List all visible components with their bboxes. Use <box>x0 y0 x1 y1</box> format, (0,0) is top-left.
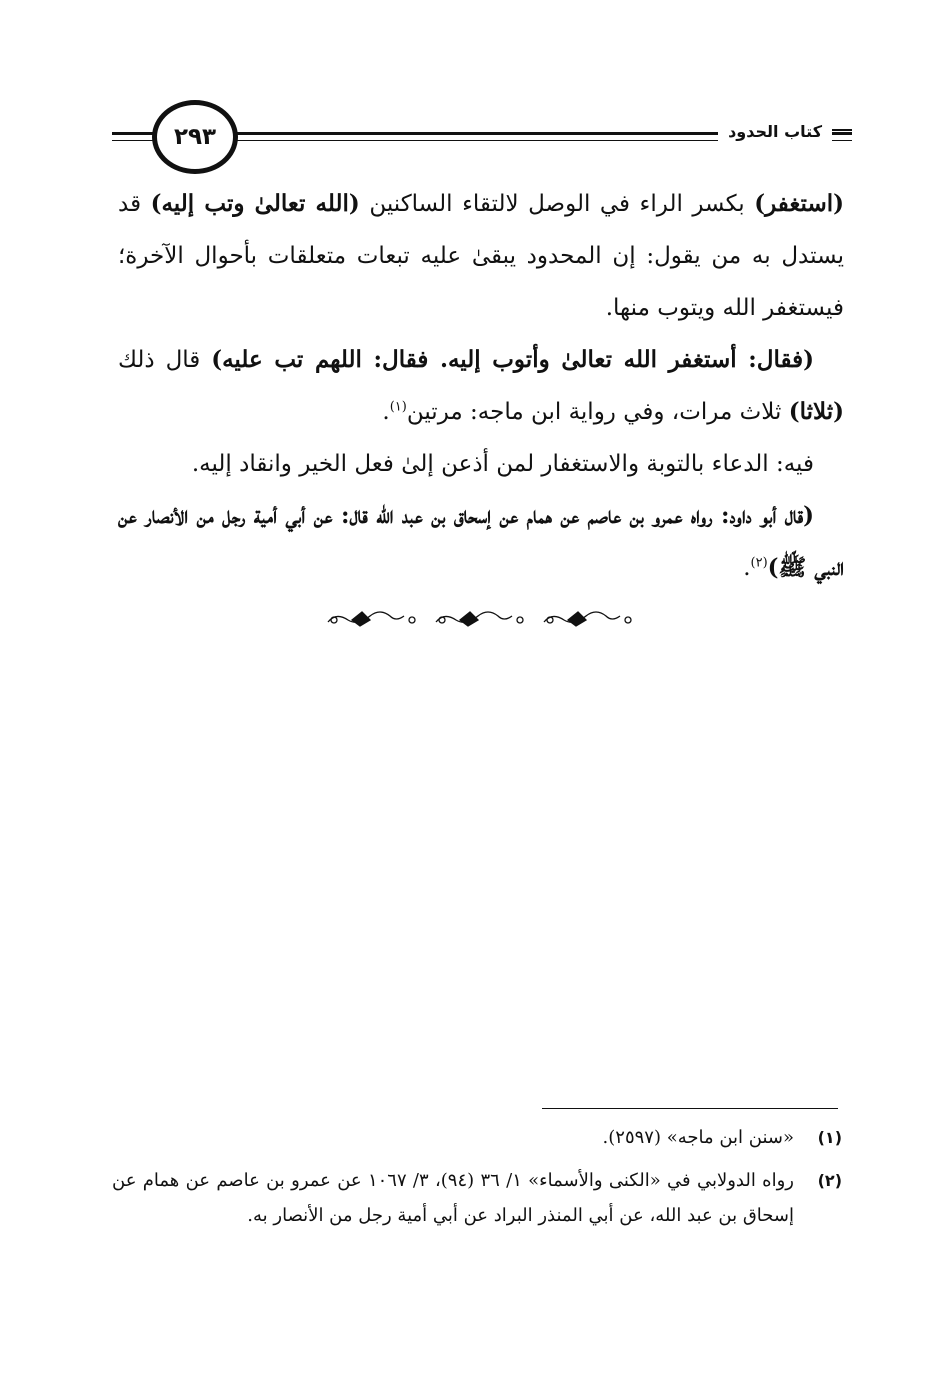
page-header <box>112 96 852 176</box>
p1-text-2: قد يستدل به من يقول: إن المحدود يبقىٰ عليه تبعات متعلقات بأحوال الآخرة؛ فيستغفر الله ويتوب منها. <box>118 191 844 321</box>
hadith-quote-1: (الله تعالىٰ وتب إليه) <box>150 190 360 217</box>
footnote-text: «سنن ابن ماجه» (٢٥٩٧). <box>602 1127 794 1148</box>
footnotes <box>112 1120 842 1241</box>
footnote-separator <box>542 1108 838 1109</box>
page-number-badge <box>152 100 238 174</box>
paragraph-3: فيه: الدعاء بالتوبة والاستغفار لمن أذعن إلىٰ فعل الخير وانقاد إليه. <box>191 451 814 477</box>
paragraph-1 <box>118 178 844 334</box>
keyword-thalathan: (ثلاثا) <box>788 398 844 425</box>
hadith-quote-3: (قال أبو داود: رواه عمرو بن عاصم عن همام عن إسحاق بن عبد الله قال: عن أبي أمية رجل من الأنصار عن النبي ﷺ) <box>118 502 844 581</box>
hadith-quote-2: (فقال: أستغفر الله تعالىٰ وأتوب إليه. فقال: اللهم تب عليه) <box>211 346 814 373</box>
p1-text-1: بكسر الراء في الوصل لالتقاء الساكنين <box>359 191 755 217</box>
page-number: ٢٩٣ <box>173 124 217 150</box>
paragraph-2 <box>118 334 844 438</box>
chapter-title: كتاب الحدود <box>718 118 832 146</box>
p2-text-2: ثلاث مرات، وفي رواية ابن ماجه: مرتين <box>406 399 789 425</box>
main-text <box>118 178 844 594</box>
footnote-1 <box>112 1120 842 1155</box>
footnote-ref-2[interactable]: (٢) <box>750 555 768 571</box>
footnote-2 <box>112 1163 842 1233</box>
p2-text-1: قال ذلك <box>118 347 212 373</box>
footnote-number: (٢) <box>817 1171 842 1190</box>
footnote-number: (١) <box>817 1128 842 1147</box>
section-divider-ornament-icon <box>322 600 638 640</box>
footnote-text: رواه الدولابي في «الكنى والأسماء» ١/ ٣٦ (٩٤)، ٣/ ١٠٦٧ عن عمرو بن عاصم عن همام عن إسحاق بن عبد الله، عن أبي المنذر البراد عن أبي أمية رجل من الأنصار به. <box>112 1170 794 1226</box>
p4-end: . <box>743 555 751 581</box>
paragraph-4 <box>118 490 844 594</box>
p2-end: . <box>382 399 390 425</box>
footnote-ref-1[interactable]: (١) <box>389 399 407 415</box>
keyword-istaghfir: (استغفر) <box>754 190 844 217</box>
